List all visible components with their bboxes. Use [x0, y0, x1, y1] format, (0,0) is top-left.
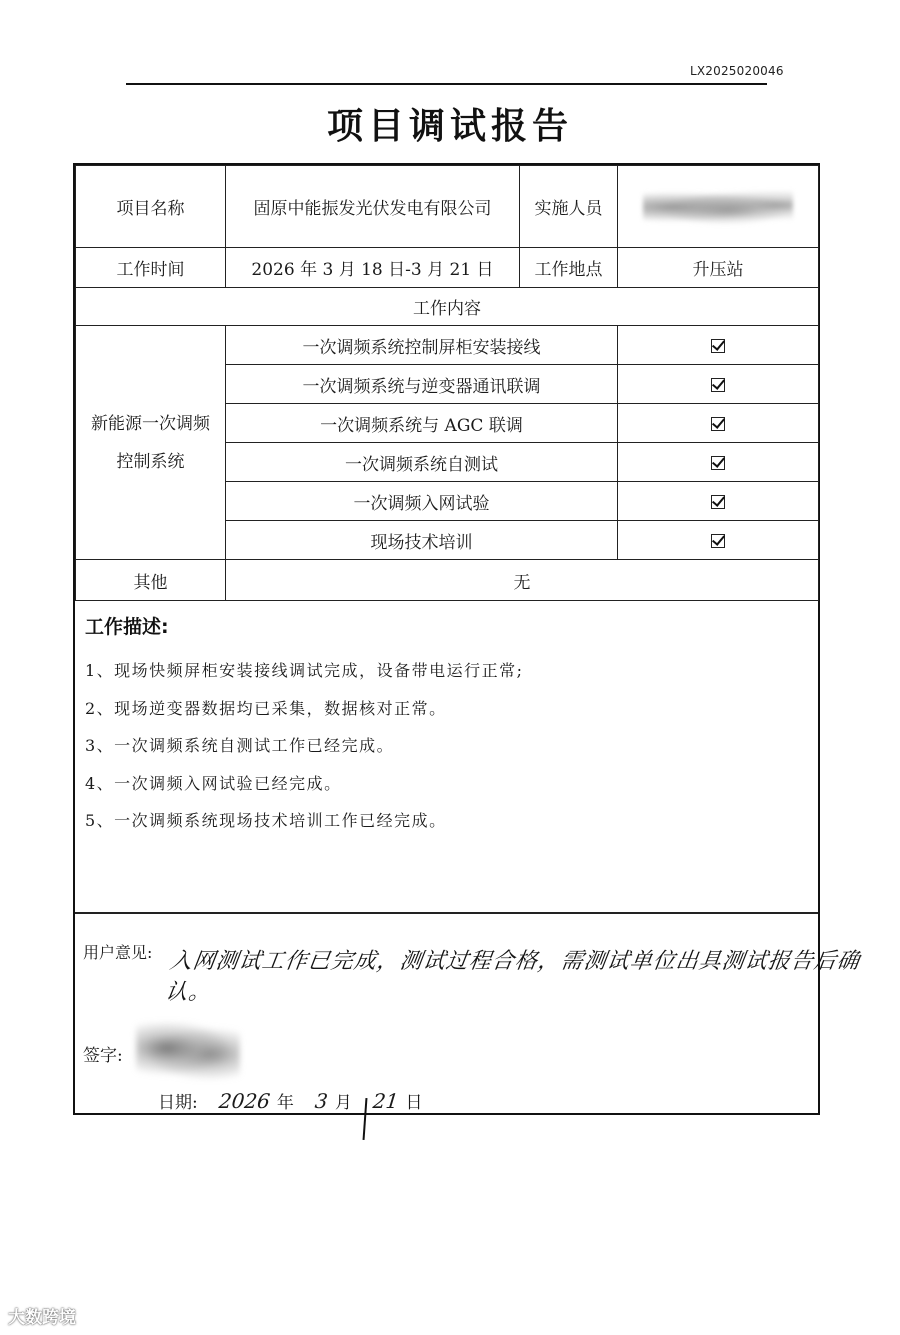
checkbox-checked-icon: [711, 339, 725, 353]
time-row: [76, 248, 819, 288]
date-day-unit: 日: [405, 1093, 423, 1113]
item-label: 一次调频系统与 AGC 联调: [226, 404, 618, 443]
content-header-row: [76, 288, 819, 326]
document-number: LX2025020046: [690, 64, 784, 78]
user-opinion-label: 用户意见:: [83, 943, 153, 962]
redacted-signature: [136, 1022, 240, 1080]
checkbox-checked-icon: [711, 534, 725, 548]
report-title: 项目调试报告: [326, 106, 573, 147]
project-row: [76, 166, 819, 248]
other-row: [76, 560, 819, 601]
implementer-value: [618, 166, 819, 248]
item-label: 一次调频系统自测试: [226, 443, 618, 482]
content-header: 工作内容: [76, 288, 819, 326]
other-value: 无: [226, 560, 819, 601]
item-label: 一次调频入网试验: [226, 482, 618, 521]
section-divider: [75, 912, 818, 914]
location-label: 工作地点: [520, 248, 618, 288]
item-label: 一次调频系统与逆变器通讯联调: [226, 365, 618, 404]
work-time-label: 工作时间: [76, 248, 226, 288]
description-line: 5、一次调频系统现场技术培训工作已经完成。: [85, 811, 447, 830]
date-row: [158, 1088, 422, 1113]
checkbox-checked-icon: [711, 378, 725, 392]
description-line: 1、现场快频屏柜安装接线调试完成，设备带电运行正常;: [85, 661, 524, 680]
implementer-label: 实施人员: [520, 166, 618, 248]
item-check: [618, 365, 819, 404]
date-month-unit: 月: [334, 1093, 352, 1113]
date-year-unit: 年: [276, 1093, 294, 1113]
description-line: 3、一次调频系统自测试工作已经完成。: [85, 736, 395, 755]
location-value: 升压站: [618, 248, 819, 288]
signature-label: 签字:: [83, 1046, 123, 1066]
checkbox-checked-icon: [711, 456, 725, 470]
description-title: 工作描述:: [85, 616, 169, 638]
date-label: 日期:: [158, 1093, 198, 1113]
project-name-label: 项目名称: [76, 166, 226, 248]
project-name-value: 固原中能振发光伏发电有限公司: [226, 166, 520, 248]
item-check: [618, 521, 819, 560]
description-list: [85, 656, 524, 844]
item-check: [618, 404, 819, 443]
item-row: [76, 326, 819, 365]
system-label: 新能源一次调频控制系统: [76, 326, 226, 560]
item-label: 一次调频系统控制屏柜安装接线: [226, 326, 618, 365]
checkbox-checked-icon: [711, 495, 725, 509]
date-month: 3: [313, 1089, 329, 1113]
item-check: [618, 443, 819, 482]
user-opinion-handwritten: 入网测试工作已完成，测试过程合格，需测试单位出具测试报告后确认。: [163, 949, 862, 1005]
date-year: 2026: [217, 1089, 271, 1113]
date-day: 21: [371, 1089, 400, 1113]
header-rule: [126, 83, 767, 85]
item-label: 现场技术培训: [226, 521, 618, 560]
report-table: [75, 165, 819, 601]
other-label: 其他: [76, 560, 226, 601]
description-line: 2、现场逆变器数据均已采集，数据核对正常。: [85, 698, 447, 718]
description-line: 4、一次调频入网试验已经完成。: [85, 773, 342, 793]
checkbox-checked-icon: [711, 417, 725, 431]
watermark-logo: 大数跨境: [8, 1308, 76, 1328]
work-time-value: 2026 年 3 月 18 日-3 月 21 日: [226, 248, 520, 288]
redacted-name: [643, 189, 793, 225]
item-check: [618, 482, 819, 521]
item-check: [618, 326, 819, 365]
